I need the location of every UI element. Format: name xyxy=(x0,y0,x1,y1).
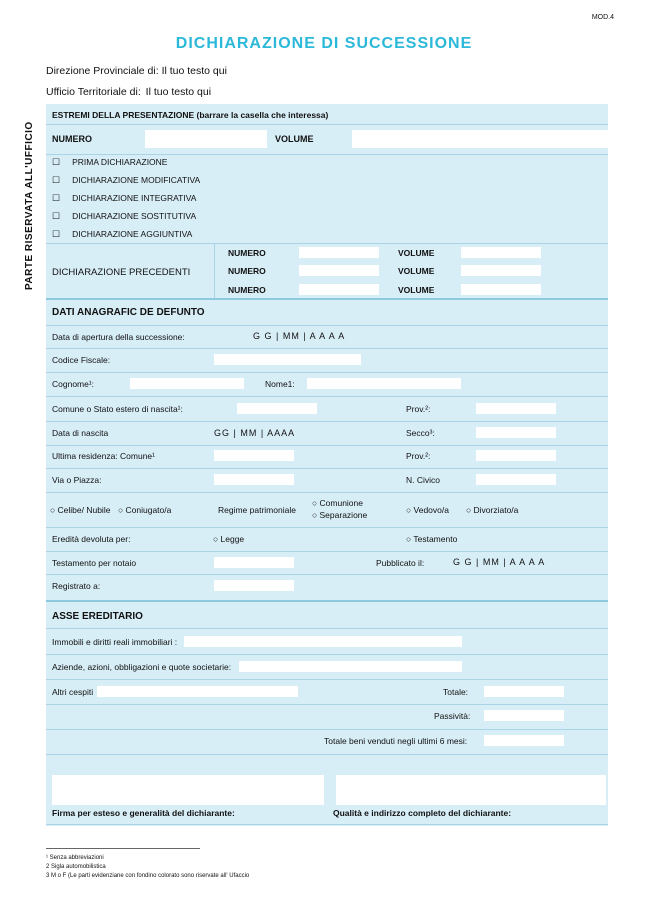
divider xyxy=(46,396,608,397)
side-label: PARTE RISERVATA ALL'UFFICIO xyxy=(24,121,35,290)
codice-fiscale-input[interactable] xyxy=(214,354,361,365)
checkbox-icon: ☐ xyxy=(52,193,61,203)
data-apertura-input[interactable]: G G | MM | A A A A xyxy=(253,331,346,341)
prec-numero-input-2[interactable] xyxy=(299,265,379,276)
radio-icon: ○ xyxy=(50,505,56,515)
divider xyxy=(46,421,608,422)
checkbox-icon: ☐ xyxy=(52,175,61,185)
firma-input[interactable] xyxy=(52,775,324,805)
volume-label: VOLUME xyxy=(398,248,435,258)
prov-residenza-input[interactable] xyxy=(476,450,556,461)
qualita-label: Qualità e indirizzo completo del dichiarante: xyxy=(333,808,512,818)
passivita-label: Passività: xyxy=(434,711,471,721)
radio-coniugato[interactable] xyxy=(118,505,171,515)
option-prima[interactable] xyxy=(52,157,167,168)
venduti-label: Totale beni venduti negli ultimi 6 mesi: xyxy=(324,736,468,746)
prec-numero-input-1[interactable] xyxy=(299,247,379,258)
radio-divorziato[interactable] xyxy=(466,505,518,515)
divider xyxy=(46,154,608,155)
divider xyxy=(46,704,608,705)
altri-input[interactable] xyxy=(97,686,298,697)
radio-label: Legge xyxy=(220,534,245,544)
notaio-input[interactable] xyxy=(214,557,294,568)
divider xyxy=(46,445,608,446)
radio-icon: ○ xyxy=(213,534,219,544)
divider xyxy=(46,527,608,528)
radio-icon: ○ xyxy=(118,505,124,515)
data-nascita-label: Data di nascita xyxy=(52,428,109,438)
cognome-label: Cognome¹: xyxy=(52,379,95,389)
radio-label: Comunione xyxy=(319,498,363,508)
volume-label: VOLUME xyxy=(398,266,435,276)
codice-fiscale-label: Codice Fiscale: xyxy=(52,355,111,365)
form-code: MOD.4 xyxy=(591,14,614,21)
footnote-1: ¹ Senza abbreviazioni xyxy=(46,855,104,861)
divider xyxy=(46,654,608,655)
aziende-label: Aziende, azioni, obbligazioni e quote societarie: xyxy=(52,662,232,672)
option-label: DICHIARAZIONE MODIFICATIVA xyxy=(72,175,201,185)
ufficio-label: Ufficio Territoriale di: xyxy=(46,86,141,98)
page-title: DICHIARAZIONE DI SUCCESSIONE xyxy=(175,35,473,52)
divider xyxy=(46,124,608,125)
comune-nascita-label: Comune o Stato estero di nascita¹: xyxy=(52,404,183,414)
prec-volume-input-3[interactable] xyxy=(461,284,541,295)
radio-icon: ○ xyxy=(406,534,412,544)
ufficio-input[interactable]: Il tuo testo qui xyxy=(145,86,212,98)
volume-input[interactable] xyxy=(352,130,608,148)
dati-heading: DATI ANAGRAFIC DE DEFUNTO xyxy=(52,307,205,318)
nome-input[interactable] xyxy=(307,378,461,389)
radio-icon: ○ xyxy=(312,510,318,520)
totale-label: Totale: xyxy=(443,687,469,697)
footnote-separator xyxy=(46,848,200,849)
option-label: DICHIARAZIONE AGGIUNTIVA xyxy=(72,229,193,239)
prov-nascita-input[interactable] xyxy=(476,403,556,414)
divider xyxy=(46,574,608,575)
option-integrativa[interactable] xyxy=(52,193,196,204)
venduti-input[interactable] xyxy=(484,735,564,746)
sesso-label: Secco³: xyxy=(406,428,435,438)
checkbox-icon: ☐ xyxy=(52,157,61,167)
divider xyxy=(46,325,608,326)
radio-label: Testamento xyxy=(413,534,458,544)
direzione-row xyxy=(46,65,227,77)
radio-label: Vedovo/a xyxy=(413,505,449,515)
divider xyxy=(214,243,215,298)
numero-label: NUMERO xyxy=(52,134,92,144)
radio-legge[interactable] xyxy=(213,534,244,544)
option-modificativa[interactable] xyxy=(52,175,200,186)
cognome-input[interactable] xyxy=(130,378,244,389)
divider xyxy=(46,372,608,373)
registrato-label: Registrato a: xyxy=(52,581,101,591)
passivita-input[interactable] xyxy=(484,710,564,721)
estremi-heading: ESTREMI DELLA PRESENTAZIONE (barrare la casella che interessa) xyxy=(52,110,329,120)
radio-icon: ○ xyxy=(406,505,412,515)
radio-label: Separazione xyxy=(319,510,368,520)
radio-icon: ○ xyxy=(312,498,318,508)
divider xyxy=(46,298,608,300)
civico-input[interactable] xyxy=(476,474,556,485)
regime-label: Regime patrimoniale xyxy=(218,505,296,515)
divider xyxy=(46,628,608,629)
divider xyxy=(46,679,608,680)
altri-label: Altri cespiti xyxy=(52,687,94,697)
prov-label: Prov.²: xyxy=(406,451,431,461)
comune-nascita-input[interactable] xyxy=(237,403,317,414)
numero-label: NUMERO xyxy=(228,285,266,295)
checkbox-icon: ☐ xyxy=(52,211,61,221)
divider xyxy=(46,492,608,493)
aziende-input[interactable] xyxy=(239,661,462,672)
prec-volume-input-2[interactable] xyxy=(461,265,541,276)
direzione-label: Direzione Provinciale di: xyxy=(46,65,159,77)
immobili-input[interactable] xyxy=(184,636,462,647)
via-input[interactable] xyxy=(214,474,294,485)
prec-numero-input-3[interactable] xyxy=(299,284,379,295)
pubblicato-label: Pubblicato il: xyxy=(376,558,425,568)
radio-comunione[interactable] xyxy=(312,498,363,508)
pubblicato-date-input[interactable]: G G | MM | A A A A xyxy=(453,557,546,567)
civico-label: N. Civico xyxy=(406,475,441,485)
footnote-3: 3 M o F (Le parti evidenziane con fondino colorato sono riservate all' Ufaccio xyxy=(46,873,250,879)
divider xyxy=(46,600,608,602)
data-nascita-input[interactable]: GG | MM | AAAA xyxy=(214,428,296,438)
option-aggiuntiva[interactable] xyxy=(52,229,192,240)
divider xyxy=(46,754,608,755)
data-apertura-label: Data di apertura della successione: xyxy=(52,332,185,342)
precedenti-label: DICHIARAZIONE PRECEDENTI xyxy=(52,267,191,278)
numero-label: NUMERO xyxy=(228,248,266,258)
asse-heading: ASSE EREDITARIO xyxy=(52,611,143,622)
option-label: DICHIARAZIONE SOSTITUTIVA xyxy=(72,211,197,221)
volume-label: VOLUME xyxy=(275,134,314,144)
ufficio-row xyxy=(46,86,211,98)
registrato-input[interactable] xyxy=(214,580,294,591)
ultima-residenza-label: Ultima residenza: Comune¹ xyxy=(52,451,155,461)
qualita-input[interactable] xyxy=(336,775,606,805)
ultima-residenza-input[interactable] xyxy=(214,450,294,461)
radio-icon: ○ xyxy=(466,505,472,515)
footnote-2: 2 Sigla automobilistica xyxy=(46,864,106,870)
divider xyxy=(46,824,608,825)
numero-input[interactable] xyxy=(145,130,267,148)
checkbox-icon: ☐ xyxy=(52,229,61,239)
divider xyxy=(46,551,608,552)
option-sostitutiva[interactable] xyxy=(52,211,196,222)
divider xyxy=(46,243,608,244)
divider xyxy=(46,468,608,469)
via-label: Via o Piazza: xyxy=(52,475,102,485)
sesso-input[interactable] xyxy=(476,427,556,438)
option-label: PRIMA DICHIARAZIONE xyxy=(72,157,168,167)
volume-label: VOLUME xyxy=(398,285,435,295)
divider xyxy=(46,729,608,730)
prov-label: Prov.²: xyxy=(406,404,431,414)
radio-celibe[interactable] xyxy=(50,505,110,515)
radio-label: Celibe/ Nubile xyxy=(57,505,111,515)
numero-label: NUMERO xyxy=(228,266,266,276)
divider xyxy=(46,348,608,349)
firma-label: Firma per esteso e generalità del dichiarante: xyxy=(52,808,235,818)
totale-input[interactable] xyxy=(484,686,564,697)
radio-separazione[interactable] xyxy=(312,510,367,520)
nome-label: Nome1: xyxy=(265,379,295,389)
eredita-label: Eredità devoluta per: xyxy=(52,534,131,544)
immobili-label: Immobili e diritti reali immobiliari : xyxy=(52,637,178,647)
testamento-notaio-label: Testamento per notaio xyxy=(52,558,137,568)
prec-volume-input-1[interactable] xyxy=(461,247,541,258)
radio-label: Divorziato/a xyxy=(473,505,519,515)
radio-testamento[interactable] xyxy=(406,534,457,544)
radio-label: Coniugato/a xyxy=(125,505,172,515)
radio-vedovo[interactable] xyxy=(406,505,449,515)
direzione-input[interactable]: Il tuo testo qui xyxy=(161,65,227,77)
option-label: DICHIARAZIONE INTEGRATIVA xyxy=(72,193,197,203)
